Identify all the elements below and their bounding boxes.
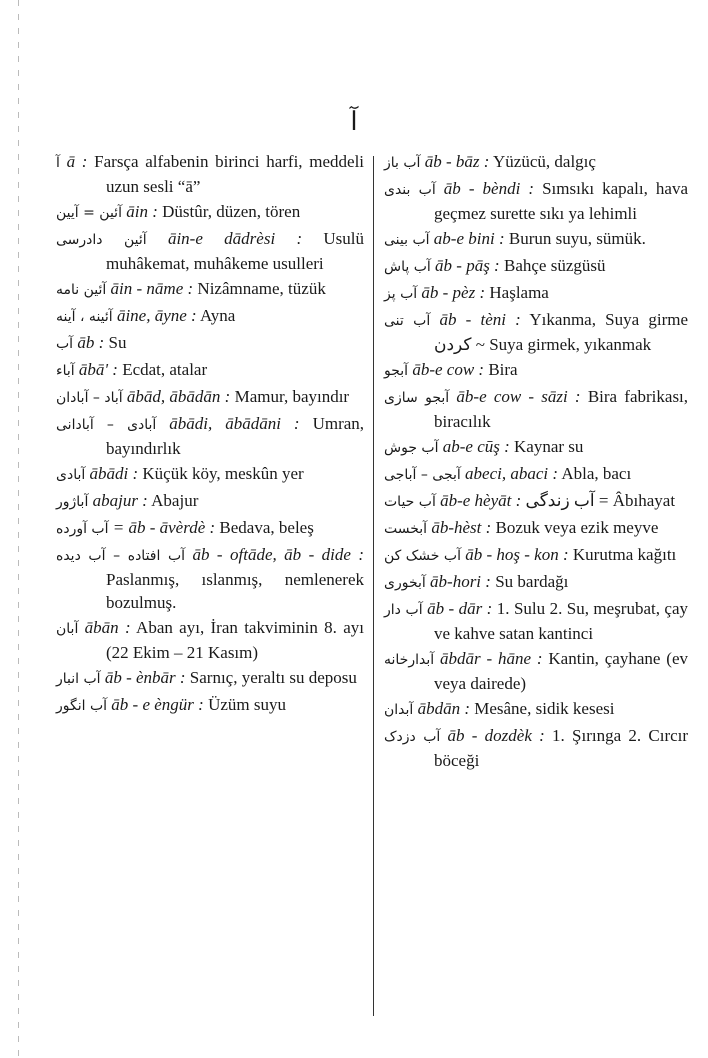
entry-persian-headword: آبجو سازی: [384, 390, 450, 406]
entry-definition: Yıkanma, Suya girme کردن ~ Suya girmek, yıkanmak: [434, 310, 689, 354]
right-column: [384, 150, 688, 774]
entry-definition: Haşlama: [489, 283, 549, 302]
dictionary-entry: [384, 435, 688, 460]
entry-definition: Sımsıkı kapalı, hava geçmez surette sıkı ya lehimli: [434, 179, 689, 223]
dictionary-entry: [384, 516, 688, 541]
dictionary-entry: [56, 543, 364, 614]
entry-persian-headword: آبجی – آباجی: [384, 467, 461, 483]
dictionary-entry: [56, 277, 364, 302]
entry-transliteration: āb - dozdèk :: [447, 726, 545, 745]
entry-persian-headword: آب انگور: [56, 698, 108, 714]
entry-definition: Nizâmname, tüzük: [197, 279, 326, 298]
entry-definition: Bira: [488, 360, 518, 379]
entry-persian-headword: آب بینی: [384, 232, 430, 248]
entry-persian-headword: آب آورده: [56, 521, 109, 537]
entry-definition: Mamur, bayındır: [234, 387, 350, 406]
entry-definition: Su bardağı: [495, 572, 569, 591]
dictionary-entry: [384, 543, 688, 568]
entry-transliteration: āb - pāş :: [435, 256, 500, 275]
entry-definition: Düstûr, düzen, tören: [162, 202, 301, 221]
entry-definition: Usulü muhâkemat, muhâkeme usulleri: [106, 229, 365, 273]
dictionary-entry: [384, 489, 688, 514]
entry-transliteration: āin - nāme :: [110, 279, 194, 298]
entry-transliteration: ābād, ābādān :: [126, 387, 231, 406]
dictionary-entry: [384, 647, 688, 695]
entry-persian-headword: آئین = آیین: [56, 205, 122, 221]
entry-transliteration: ab-e cūş :: [442, 437, 510, 456]
entry-transliteration: ābdār - hāne :: [439, 649, 543, 668]
entry-persian-headword: آبان: [56, 621, 79, 637]
entry-persian-headword: آب باز: [384, 155, 421, 171]
entry-transliteration: āin :: [126, 202, 158, 221]
dictionary-entry: [384, 385, 688, 433]
entry-transliteration: āb - oftāde, āb - dide :: [192, 545, 364, 564]
entry-transliteration: āb - e èngür :: [111, 695, 204, 714]
entry-persian-headword: آئینه ، آینه: [56, 309, 113, 325]
entry-definition: Farsça alfabenin birinci harfi, meddeli uzun sesli “ā”: [94, 152, 365, 196]
entry-persian-headword: آب پاش: [384, 259, 431, 275]
dictionary-entry: [384, 254, 688, 279]
entry-transliteration: = āb - āvèrdè :: [112, 518, 216, 537]
entry-persian-headword: آب حیات: [384, 494, 436, 510]
entry-persian-headword: آئین نامه: [56, 282, 107, 298]
entry-definition: Su: [108, 333, 127, 352]
entry-definition: Kantin, çayhane (ev veya dairede): [434, 649, 689, 693]
entry-transliteration: āb - bāz :: [424, 152, 490, 171]
dictionary-entry: [384, 597, 688, 645]
entry-persian-headword: آبادی – آبادانی: [56, 417, 157, 433]
entry-persian-headword: آئین دادرسی: [56, 232, 147, 248]
dictionary-entry: [56, 666, 364, 691]
dictionary-entry: [56, 616, 364, 664]
entry-transliteration: ābādi, ābādāni :: [169, 414, 300, 433]
dictionary-entry: [56, 462, 364, 487]
entry-persian-headword: آباژور: [56, 494, 89, 510]
entry-transliteration: āb - dār :: [427, 599, 493, 618]
entry-transliteration: ab-e bini :: [433, 229, 505, 248]
entry-definition: Küçük köy, meskûn yer: [142, 464, 304, 483]
entry-transliteration: ābādi :: [89, 464, 139, 483]
entry-definition: آب زندگی = Âbıhayat: [525, 491, 676, 510]
entry-definition: Mesâne, sidik kesesi: [474, 699, 615, 718]
entry-definition: Bira fabrikası, biracılık: [434, 387, 689, 431]
dictionary-entry: [56, 412, 364, 460]
entry-definition: Kaynar su: [514, 437, 584, 456]
entry-definition: Abajur: [151, 491, 199, 510]
dictionary-entry: [56, 516, 364, 541]
dictionary-entry: [384, 358, 688, 383]
entry-persian-headword: آبدارخانه: [384, 652, 435, 668]
entry-persian-headword: آب پز: [384, 286, 418, 302]
entry-definition: Bahçe süzgüsü: [503, 256, 606, 275]
entry-transliteration: abajur :: [92, 491, 148, 510]
entry-persian-headword: آب افتاده – آب دیده: [56, 548, 186, 564]
entry-persian-headword: آب دزدک: [384, 729, 441, 745]
entry-persian-headword: آبادی: [56, 467, 86, 483]
left-column: [56, 150, 364, 720]
entry-persian-headword: آب بندی: [384, 182, 436, 198]
entry-definition: 1. Sulu 2. Su, meşrubat, çay ve kahve satan kantinci: [434, 599, 689, 643]
dictionary-entry: [384, 462, 688, 487]
entry-transliteration: āb - tèni :: [439, 310, 521, 329]
dictionary-entry: [56, 200, 364, 225]
entry-transliteration: abeci, abaci :: [465, 464, 559, 483]
entry-definition: Üzüm suyu: [208, 695, 286, 714]
entry-definition: Aban ayı, İran takviminin 8. ayı (22 Ekim – 21 Kasım): [106, 618, 365, 662]
dictionary-entry: [56, 693, 364, 718]
entry-transliteration: āb-e cow - sāzi :: [456, 387, 581, 406]
entry-persian-headword: آبجو: [384, 363, 409, 379]
entry-definition: 1. Şırınga 2. Cırcır böceği: [434, 726, 689, 770]
entry-transliteration: ābān :: [84, 618, 131, 637]
dictionary-entry: [384, 308, 688, 356]
entry-persian-headword: آباد – آبادان: [56, 390, 123, 406]
entry-transliteration: āb - bèndi :: [443, 179, 535, 198]
scan-edge: [18, 0, 19, 1058]
entry-persian-headword: آب تنی: [384, 313, 431, 329]
entry-transliteration: ābdān :: [417, 699, 470, 718]
entry-transliteration: āb - pèz :: [421, 283, 486, 302]
entry-transliteration: ā :: [66, 152, 88, 171]
column-divider: [373, 156, 374, 1016]
entry-definition: Ayna: [200, 306, 236, 325]
dictionary-entry: [56, 489, 364, 514]
entry-persian-headword: آب انبار: [56, 671, 101, 687]
entry-persian-headword: آبخوری: [384, 575, 426, 591]
dictionary-entry: [384, 570, 688, 595]
dictionary-entry: [384, 724, 688, 772]
entry-transliteration: āine, āyne :: [116, 306, 197, 325]
entry-transliteration: āb-e hèyāt :: [440, 491, 522, 510]
entry-definition: Burun suyu, sümük.: [508, 229, 646, 248]
entry-persian-headword: آب: [56, 336, 74, 352]
dictionary-entry: [384, 227, 688, 252]
section-letter-heading: آ: [350, 107, 358, 137]
entry-persian-headword: آب خشک کن: [384, 548, 461, 564]
dictionary-entry: [56, 358, 364, 383]
dictionary-entry: [56, 304, 364, 329]
entry-definition: Ecdat, atalar: [122, 360, 208, 379]
dictionary-entry: [56, 331, 364, 356]
entry-persian-headword: آبخست: [384, 521, 428, 537]
entry-definition: Paslanmış, ıslanmış, nemlenerek bozulmuş.: [106, 570, 364, 612]
entry-definition: Yüzücü, dalgıç: [493, 152, 596, 171]
dictionary-entry: [56, 227, 364, 275]
entry-transliteration: āb - hoş - kon :: [465, 545, 569, 564]
dictionary-entry: [384, 281, 688, 306]
entry-transliteration: āin-e dādrèsi :: [167, 229, 303, 248]
entry-persian-headword: آب دار: [384, 602, 423, 618]
entry-persian-headword: آ: [56, 155, 60, 171]
entry-transliteration: āb :: [77, 333, 105, 352]
entry-definition: Kurutma kağıtı: [572, 545, 677, 564]
dictionary-entry: [56, 385, 364, 410]
entry-transliteration: āb - ènbār :: [104, 668, 186, 687]
entry-persian-headword: آب جوش: [384, 440, 439, 456]
entry-definition: Umran, bayındırlık: [106, 414, 365, 458]
entry-transliteration: āb-hori :: [430, 572, 491, 591]
dictionary-entry: [56, 150, 364, 198]
entry-definition: Sarnıç, yeraltı su deposu: [189, 668, 357, 687]
entry-persian-headword: آباء: [56, 363, 75, 379]
entry-definition: Abla, bacı: [561, 464, 632, 483]
entry-definition: Bozuk veya ezik meyve: [495, 518, 659, 537]
dictionary-entry: [384, 150, 688, 175]
dictionary-entry: [384, 177, 688, 225]
entry-transliteration: āb-hèst :: [431, 518, 492, 537]
entry-transliteration: āb-e cow :: [412, 360, 485, 379]
entry-definition: Bedava, beleş: [219, 518, 314, 537]
dictionary-entry: [384, 697, 688, 722]
entry-persian-headword: آبدان: [384, 702, 414, 718]
entry-transliteration: ābā' :: [78, 360, 118, 379]
